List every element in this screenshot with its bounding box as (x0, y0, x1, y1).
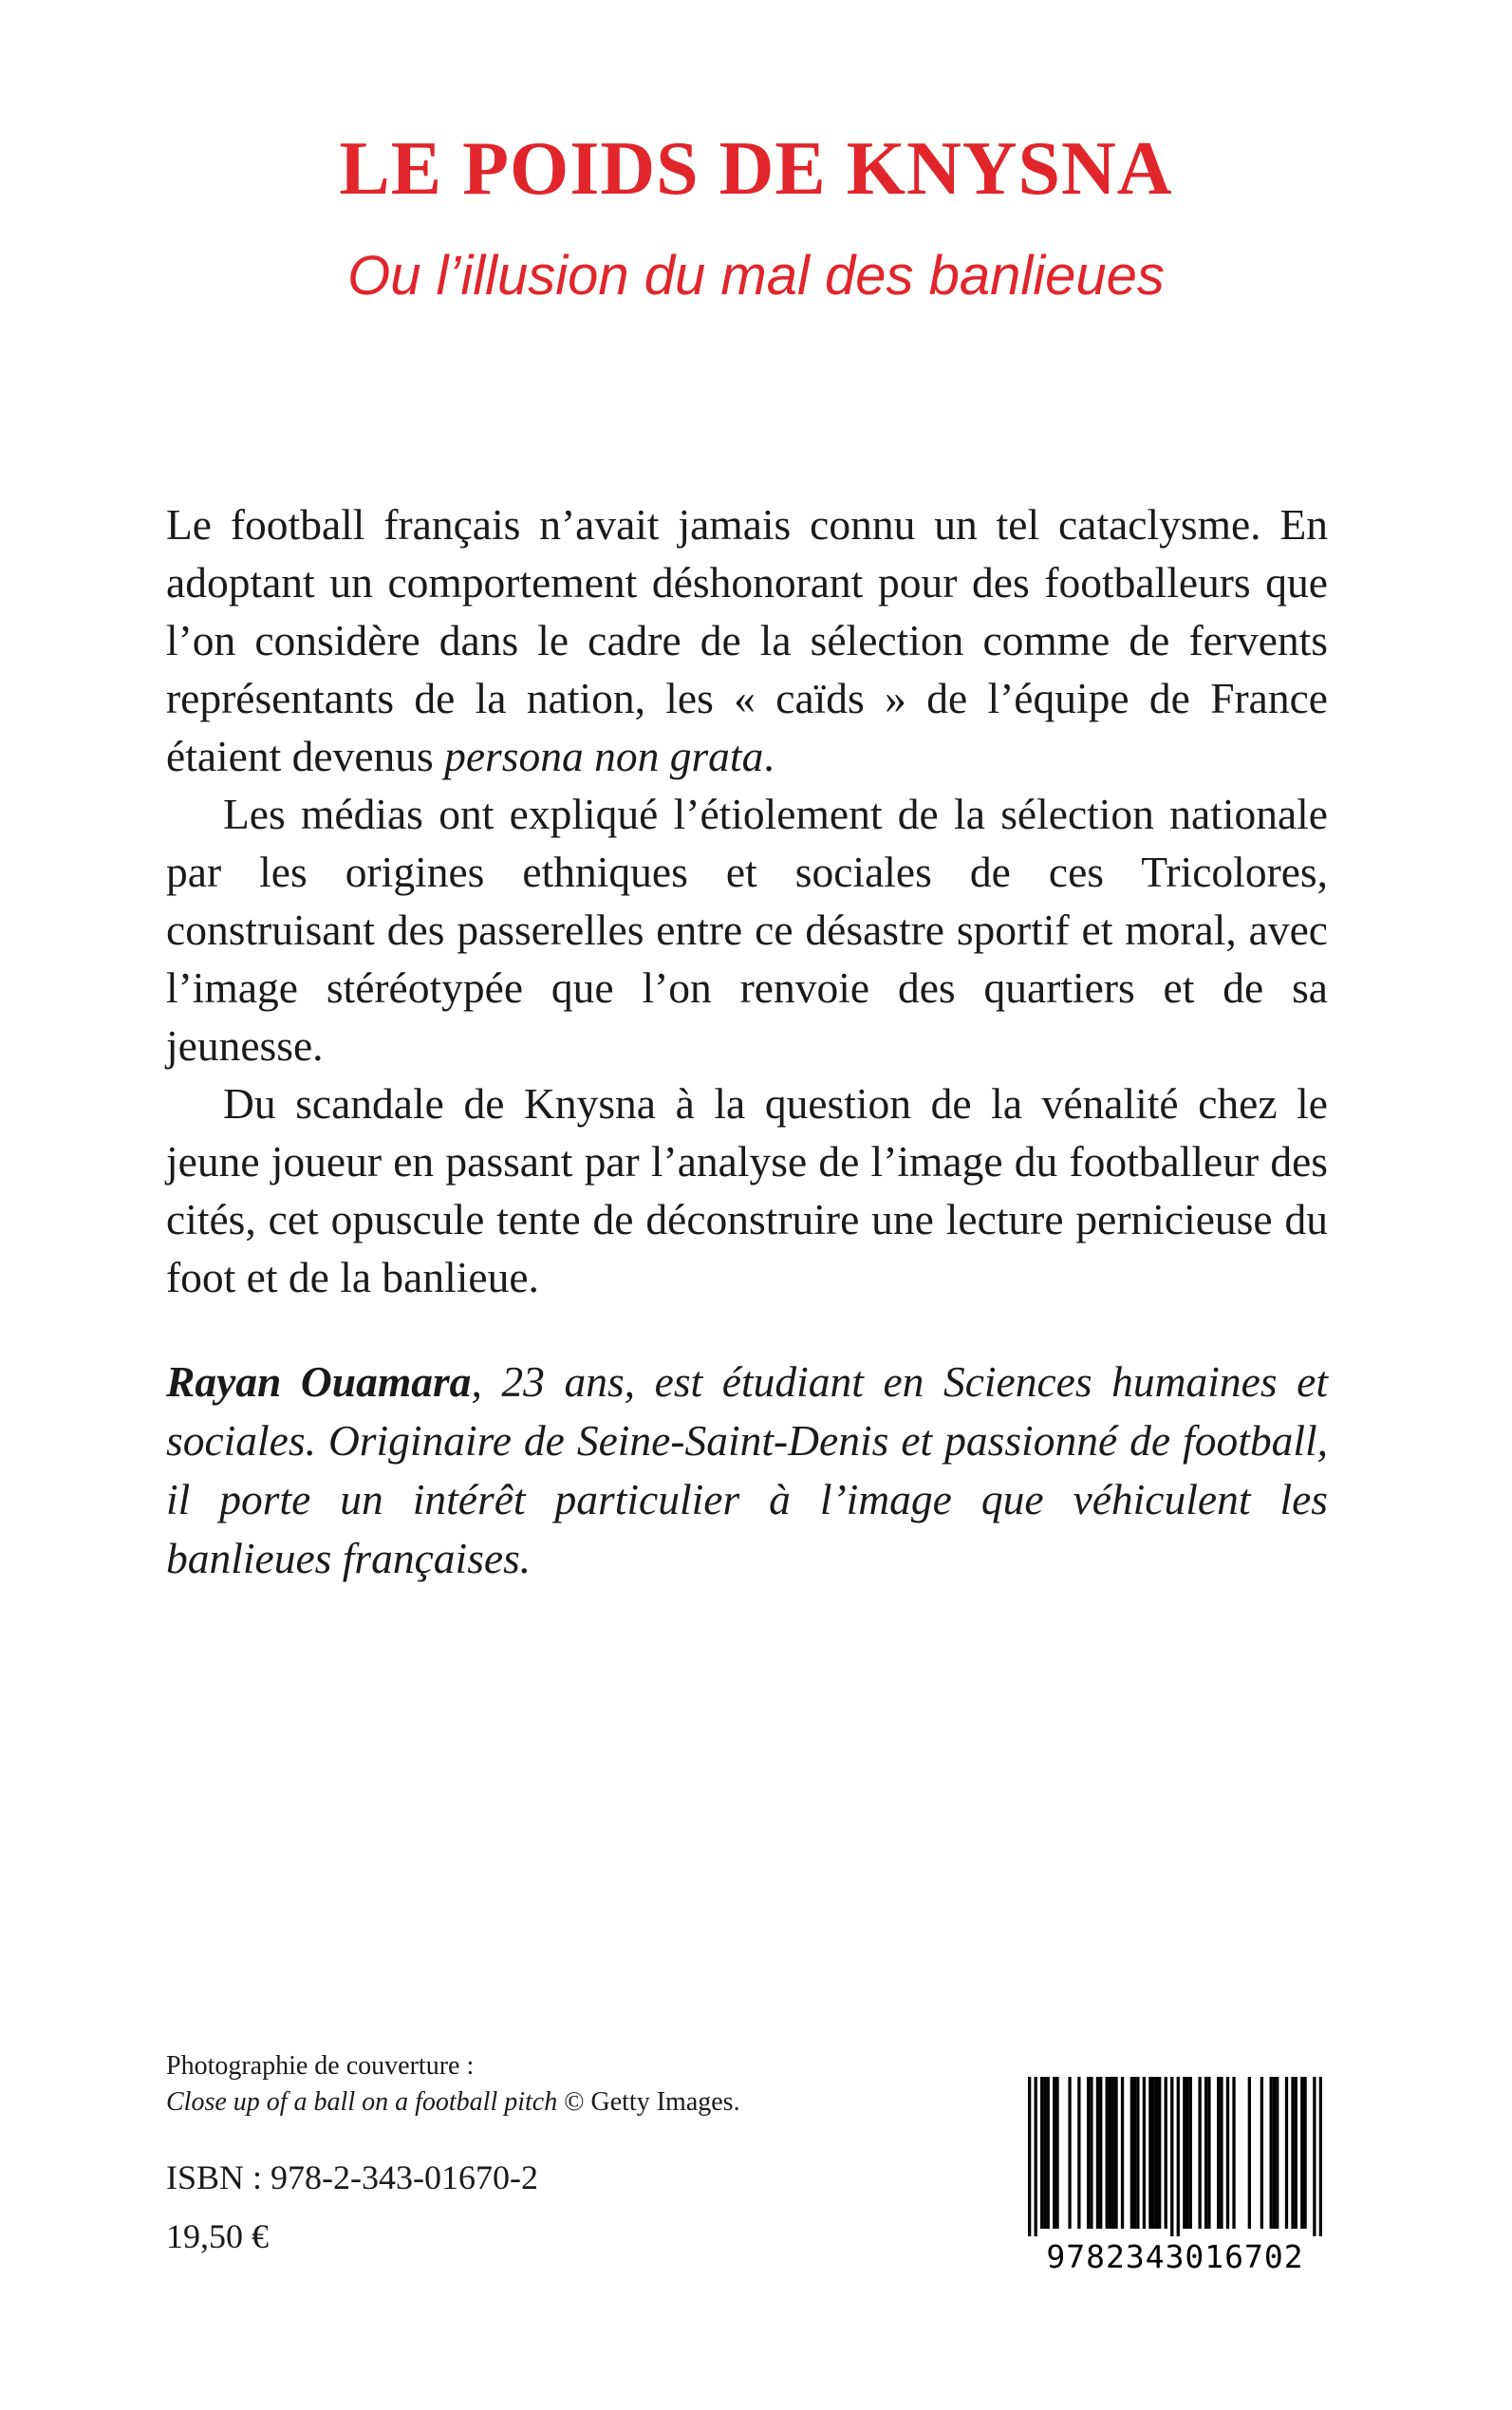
barcode-bar (1273, 2077, 1276, 2229)
barcode-bars (1028, 2077, 1322, 2236)
barcode-bar (1047, 2077, 1050, 2229)
barcode-bar (1090, 2077, 1092, 2229)
barcode-bar (1248, 2077, 1251, 2229)
barcode-bar (1217, 2077, 1220, 2229)
barcode-bar (1130, 2077, 1133, 2229)
blurb-p1-end: . (763, 732, 775, 780)
barcode-bar (1068, 2077, 1071, 2229)
barcode-bar (1133, 2077, 1136, 2229)
barcode-bar (1155, 2077, 1158, 2229)
blurb-paragraph-3: Du scandale de Knysna à la question de la vénalité chez le jeune joueur en passant par l’analyse de l’image du footballeur des cités, cet opuscule tente de déconstruire une lecture pernicieuse du foot et de la banlieue. (166, 1079, 1328, 1301)
credits-photo-title: Close up of a ball on a football pitch (166, 2087, 558, 2117)
barcode-bar (1207, 2077, 1210, 2229)
photo-credits (166, 2048, 740, 2120)
barcode-bar (1220, 2077, 1223, 2229)
barcode-bar (1291, 2077, 1294, 2229)
blurb-p1-italic: persona non grata (444, 732, 764, 780)
barcode-bar (1087, 2077, 1090, 2229)
barcode-bar (1260, 2077, 1263, 2229)
author-bio-text: , 23 ans, est étudiant en Sciences humaines et sociales. Originaire de Seine-Saint-Denis et passionné de football, il porte un intérêt particulier à l’image que véhiculent les banlieues françaises. (166, 1357, 1328, 1582)
author-bio (166, 1353, 1328, 1588)
barcode-bar (1096, 2077, 1099, 2229)
barcode-bar (1204, 2077, 1207, 2229)
barcode-bar (1152, 2077, 1155, 2229)
blurb (166, 495, 1328, 1306)
author-name: Rayan Ouamara (166, 1357, 472, 1406)
barcode-digits: 9782343016702 (1046, 2238, 1304, 2275)
blurb-p1-text: Le football français n’avait jamais connu un tel cataclysme. En adoptant un comportement déshonorant pour des footballeurs que l’on considère dans le cadre de la sélection comme de fervents représentants de la nation, les « caïds » de l’équipe de France étaient devenus (166, 500, 1328, 780)
book-subtitle: Ou l’illusion du mal des banlieues (347, 245, 1165, 307)
credits-label: Photographie de couverture : (166, 2051, 475, 2081)
barcode-bar (1035, 2077, 1037, 2236)
credits-copyright: © Getty Images. (557, 2087, 740, 2117)
isbn: ISBN : 978-2-343-01670-2 (166, 2158, 538, 2196)
barcode-bar (1109, 2077, 1111, 2229)
barcode-bar (1270, 2077, 1273, 2229)
barcode-bar (1185, 2077, 1188, 2229)
barcode-bar (1226, 2077, 1229, 2229)
barcode-bar (1121, 2077, 1124, 2229)
barcode-bar (1106, 2077, 1109, 2229)
barcode-bar (1028, 2077, 1031, 2236)
barcode-bar (1189, 2077, 1192, 2229)
barcode-bar (1143, 2077, 1146, 2229)
barcode-bar (1158, 2077, 1161, 2229)
barcode-bar (1043, 2077, 1046, 2229)
barcode-bar (1165, 2077, 1167, 2229)
barcode-bar (1114, 2077, 1117, 2229)
barcode-bar (1285, 2077, 1288, 2229)
book-title: LE POIDS DE KNYSNA (339, 127, 1173, 211)
price: 19,50 € (166, 2217, 269, 2255)
barcode-bar (1053, 2077, 1055, 2229)
barcode-bar (1303, 2077, 1306, 2229)
barcode-bar (1177, 2077, 1180, 2236)
barcode-bar (1136, 2077, 1139, 2229)
barcode-bar (1040, 2077, 1043, 2229)
barcode-bar (1295, 2077, 1297, 2229)
barcode-bar (1232, 2077, 1235, 2229)
barcode-bar (1276, 2077, 1279, 2229)
blurb-paragraph-2: Les médias ont expliqué l’étiolement de la sélection nationale par les origines ethniques et sociales de ces Tricolores, construisant des passerelles entre ce désastre sportif et moral, avec l’image stéréotypée que l’on renvoie des quartiers et de sa jeunesse. (166, 790, 1328, 1070)
barcode-bar (1055, 2077, 1058, 2229)
barcode-bar (1170, 2077, 1173, 2236)
barcode-bar (1300, 2077, 1303, 2229)
barcode-bar (1077, 2077, 1080, 2229)
barcode-bar (1111, 2077, 1114, 2229)
barcode-bar (1148, 2077, 1151, 2229)
barcode-bar (1183, 2077, 1185, 2229)
barcode (1028, 2077, 1322, 2278)
barcode-bar (1198, 2077, 1201, 2229)
blurb-paragraph-1 (166, 495, 1328, 785)
barcode-bar (1319, 2077, 1322, 2236)
credits-line (166, 2084, 740, 2120)
barcode-bar (1099, 2077, 1102, 2229)
barcode-bar (1313, 2077, 1316, 2236)
